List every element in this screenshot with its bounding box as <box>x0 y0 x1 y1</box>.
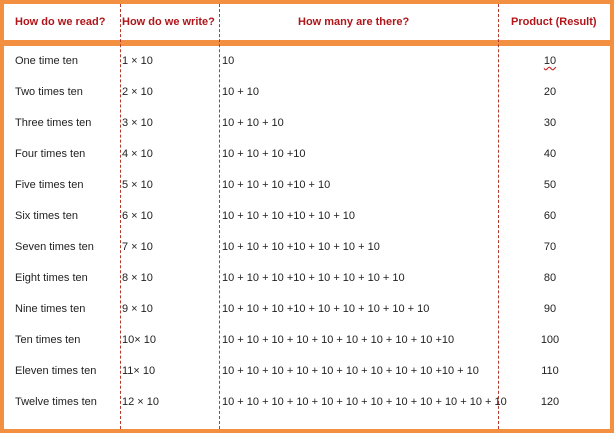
product-cell: 60 <box>543 210 557 222</box>
table-row <box>4 356 610 387</box>
table-row <box>4 139 610 170</box>
read-cell: One time ten <box>15 55 78 67</box>
read-cell: Nine times ten <box>15 303 86 315</box>
read-cell: Eight times ten <box>15 272 88 284</box>
write-cell: 5 × 10 <box>122 179 153 191</box>
how-many-cell: 10 + 10 + 10 +10 <box>222 148 306 160</box>
how-many-cell: 10 + 10 + 10 +10 + 10 + 10 <box>222 210 356 222</box>
table-row <box>4 170 610 201</box>
read-cell: Five times ten <box>15 179 84 191</box>
how-many-cell: 10 + 10 + 10 +10 + 10 + 10 + 10 + 10 <box>222 272 405 284</box>
table-row <box>4 294 610 325</box>
read-cell: Four times ten <box>15 148 86 160</box>
write-cell: 6 × 10 <box>122 210 153 222</box>
product-cell: 50 <box>543 179 557 191</box>
table-row <box>4 263 610 294</box>
table-row <box>4 46 610 77</box>
product-cell: 40 <box>543 148 557 160</box>
how-many-cell: 10 + 10 + 10 + 10 + 10 + 10 + 10 + 10 + 10 +10 <box>222 334 455 346</box>
write-cell: 1 × 10 <box>122 55 153 67</box>
read-cell: Ten times ten <box>15 334 81 346</box>
read-cell: Seven times ten <box>15 241 94 253</box>
write-cell: 11× 10 <box>122 365 156 377</box>
how-many-cell: 10 + 10 + 10 + 10 + 10 + 10 + 10 + 10 + 10 +10 + 10 <box>222 365 479 377</box>
header-how-read: How do we read? <box>15 16 106 28</box>
table-header <box>4 4 610 46</box>
how-many-cell: 10 + 10 + 10 + 10 + 10 + 10 + 10 + 10 + 10 + 10 + 10 + 10 <box>222 396 507 408</box>
product-cell: 90 <box>543 303 557 315</box>
write-cell: 4 × 10 <box>122 148 153 160</box>
how-many-cell: 10 <box>222 55 235 67</box>
product-cell: 80 <box>543 272 557 284</box>
header-how-many: How many are there? <box>298 16 410 28</box>
read-cell: Three times ten <box>15 117 92 129</box>
read-cell: Two times ten <box>15 86 83 98</box>
write-cell: 3 × 10 <box>122 117 153 129</box>
read-cell: Six times ten <box>15 210 78 222</box>
how-many-cell: 10 + 10 + 10 +10 + 10 + 10 + 10 <box>222 241 380 253</box>
product-value: 10 <box>543 55 557 67</box>
product-cell: 20 <box>543 86 557 98</box>
write-cell: 10× 10 <box>122 334 156 346</box>
read-cell: Twelve times ten <box>15 396 97 408</box>
product-cell: 100 <box>540 334 560 346</box>
write-cell: 2 × 10 <box>122 86 153 98</box>
table-row <box>4 232 610 263</box>
write-cell: 7 × 10 <box>122 241 153 253</box>
header-how-write: How do we write? <box>122 16 215 28</box>
table-row <box>4 325 610 356</box>
write-cell: 9 × 10 <box>122 303 153 315</box>
how-many-cell: 10 + 10 <box>222 86 260 98</box>
table-row <box>4 77 610 108</box>
product-cell <box>501 46 599 77</box>
write-cell: 12 × 10 <box>122 396 160 408</box>
product-cell: 110 <box>541 365 559 377</box>
table-row <box>4 201 610 232</box>
product-cell: 30 <box>543 117 557 129</box>
header-product: Product (Result) <box>511 16 597 28</box>
how-many-cell: 10 + 10 + 10 +10 + 10 <box>222 179 331 191</box>
table-row <box>4 387 610 418</box>
how-many-cell: 10 + 10 + 10 <box>222 117 284 129</box>
product-cell: 120 <box>540 396 560 408</box>
read-cell: Eleven times ten <box>15 365 97 377</box>
write-cell: 8 × 10 <box>122 272 153 284</box>
table-row <box>4 108 610 139</box>
how-many-cell: 10 + 10 + 10 +10 + 10 + 10 + 10 + 10 + 10 <box>222 303 430 315</box>
product-cell: 70 <box>543 241 557 253</box>
